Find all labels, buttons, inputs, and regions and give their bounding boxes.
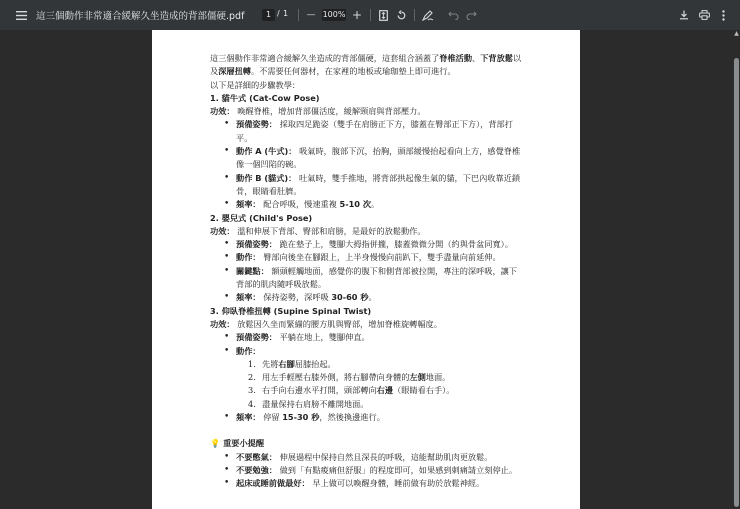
item-label: 動作 B (貓式)： xyxy=(236,172,297,183)
list-item xyxy=(210,331,560,344)
intro-paragraph xyxy=(210,52,560,65)
tips-list xyxy=(210,451,560,491)
step-bold: 右腳 xyxy=(278,358,295,369)
section-3-list xyxy=(210,331,560,424)
page-separator: / xyxy=(277,9,280,18)
scrollbar-thumb[interactable] xyxy=(734,58,739,507)
zoom-out-button[interactable] xyxy=(300,4,322,26)
undo-icon xyxy=(448,11,459,20)
item-text: ，然後換邊進行。 xyxy=(319,412,385,423)
step-text: 先將 xyxy=(262,358,279,369)
list-item xyxy=(210,451,560,464)
section-1-list xyxy=(210,118,560,211)
list-item xyxy=(210,464,560,477)
step-text: 盡量保持右肩膀不離開地面。 xyxy=(262,398,369,409)
list-item xyxy=(210,345,560,358)
item-text: 臀部向後坐在腳跟上，上半身慢慢向前趴下，雙手盡量向前延伸。 xyxy=(263,252,501,263)
page-number-input[interactable]: 1 xyxy=(262,9,275,21)
step-number: 1. xyxy=(248,358,256,369)
section-2-title: 2. 嬰兒式 (Child's Pose) xyxy=(210,212,313,223)
step-number: 4. xyxy=(248,398,256,409)
item-text: 保持姿勢，深呼吸 xyxy=(263,292,329,303)
annotate-button[interactable] xyxy=(417,4,439,26)
intro-text: 。不需要任何器材，在家裡的地板或瑜珈墊上即可進行。 xyxy=(250,66,456,77)
rotate-button[interactable] xyxy=(390,4,412,26)
intro-text: 、 xyxy=(472,53,481,63)
step-bold: 左側 xyxy=(409,372,426,383)
redo-icon xyxy=(466,11,477,20)
item-label: 動作： xyxy=(236,345,261,356)
section-3-title: 3. 仰臥脊椎扭轉 (Supine Spinal Twist) xyxy=(210,305,372,316)
numbered-step xyxy=(210,371,560,384)
intro-paragraph-line2 xyxy=(210,65,560,78)
effect-label: 功效： xyxy=(210,318,235,329)
scroll-up-arrow-icon[interactable]: ▲ xyxy=(734,30,739,37)
intro-bold: 下背放鬆 xyxy=(480,53,513,63)
item-label: 關鍵點： xyxy=(236,265,269,276)
item-label: 預備姿勢： xyxy=(236,332,277,343)
item-text: 背部的肌肉隨呼吸放鬆。 xyxy=(236,279,327,290)
item-label: 動作 A (牛式)： xyxy=(236,146,297,157)
minus-icon: — xyxy=(306,10,316,20)
toolbar-divider xyxy=(298,9,299,21)
item-label: 不要憋氣： xyxy=(236,451,277,462)
item-label: 頻率： xyxy=(236,412,261,423)
intro-text: 及 xyxy=(210,66,219,77)
page-total: 1 xyxy=(283,9,289,18)
step-text: （眼睛看右手）。 xyxy=(393,385,455,396)
item-text: 。 xyxy=(371,199,380,210)
document-title: 這三個動作非常適合緩解久坐造成的背部僵硬.pdf xyxy=(36,11,245,22)
effect-text: 喚醒脊椎，增加背部僵活度，緩解頸肩與背部壓力。 xyxy=(237,106,426,117)
item-label: 不要勉強： xyxy=(236,464,277,475)
zoom-level-input[interactable]: 100% xyxy=(322,10,346,19)
item-text: 平。 xyxy=(236,132,253,143)
item-label: 預備姿勢： xyxy=(236,239,277,250)
intro-text: 這三個動作非常適合緩解久坐造成的背部僵硬，這套組合涵蓋了 xyxy=(210,53,440,63)
tips-heading xyxy=(210,437,560,450)
section-3-effect xyxy=(210,318,560,331)
section-1-title: 1. 貓牛式 (Cat-Cow Pose) xyxy=(210,92,320,103)
item-text: 停留 xyxy=(263,412,280,423)
effect-text: 溫和伸展下背部、臀部和肩膀，是最好的放鬆動作。 xyxy=(237,225,426,236)
intro-text: 以 xyxy=(513,53,522,63)
list-item xyxy=(210,198,560,211)
section-1-effect xyxy=(210,105,560,118)
list-item xyxy=(210,118,560,145)
menu-icon[interactable] xyxy=(10,4,32,26)
tips-title: 重要小提醒 xyxy=(223,438,265,449)
item-text: 伸展過程中保持自然且深長的呼吸，這能幫助肌肉更放鬆。 xyxy=(279,451,493,462)
item-text: 吐氣時，雙手推地，將背部拱起像生氣的貓，下巴內收靠近鎖 xyxy=(298,172,521,183)
step-bold: 右邊 xyxy=(376,385,394,396)
intro-bold: 脊椎活動 xyxy=(439,53,473,63)
pdf-page xyxy=(152,30,580,509)
pdf-toolbar xyxy=(0,0,740,30)
intro-bold: 深層扭轉 xyxy=(218,66,251,77)
download-icon xyxy=(679,10,689,20)
section-2-effect xyxy=(210,225,560,238)
plus-icon: + xyxy=(351,8,363,22)
intro-steps-heading: 以下是詳細的步驟教學： xyxy=(210,79,301,90)
list-item xyxy=(210,291,560,304)
step-text: 屈膝抬起。 xyxy=(294,358,336,369)
step-text: 地面。 xyxy=(425,372,451,383)
more-vert-icon xyxy=(722,10,725,21)
rotate-icon xyxy=(396,10,407,21)
item-text: 平躺在地上，雙腳伸直。 xyxy=(279,332,370,343)
redo-button[interactable] xyxy=(460,4,482,26)
toolbar-divider xyxy=(370,9,371,21)
more-options-button[interactable] xyxy=(712,4,734,26)
list-item xyxy=(210,477,560,490)
item-bold: 30-60 秒 xyxy=(331,292,369,303)
step-text: 用左手輕壓右膝外側，將右腳帶向身體的 xyxy=(262,372,410,383)
item-label: 起床或睡前做最好： xyxy=(236,478,310,489)
list-item xyxy=(210,411,560,424)
page-content xyxy=(210,52,560,491)
list-item xyxy=(210,172,560,199)
item-label: 預備姿勢： xyxy=(236,119,277,130)
list-item xyxy=(210,145,560,172)
item-label: 動作： xyxy=(236,252,261,263)
numbered-step xyxy=(210,384,560,397)
item-text: 。 xyxy=(368,292,377,303)
item-text: 早上做可以喚醒身體，睡前做有助於放鬆神經。 xyxy=(312,478,485,489)
list-item xyxy=(210,251,560,264)
step-number: 3. xyxy=(248,385,256,396)
item-text: 跪在墊子上，雙腳大拇指併攏，膝蓋微微分開（約與骨盆同寬）。 xyxy=(279,239,513,250)
section-2-list xyxy=(210,238,560,304)
fit-page-icon xyxy=(379,10,388,21)
step-text: 右手向右邊水平打開，頭部轉向 xyxy=(262,385,377,396)
item-text: 像一個凹陷的碗。 xyxy=(236,159,302,170)
item-text: 做到「有點痠痛但舒服」的程度即可，如果感到刺痛請立刻停止。 xyxy=(279,464,518,475)
effect-label: 功效： xyxy=(210,106,235,117)
item-text: 配合呼吸，慢速重複 xyxy=(263,199,337,210)
item-bold: 5-10 次 xyxy=(339,199,372,210)
numbered-step xyxy=(210,398,560,411)
effect-label: 功效： xyxy=(210,225,235,236)
toolbar-divider xyxy=(414,9,415,21)
download-button[interactable] xyxy=(673,4,695,26)
effect-text: 放鬆因久坐而緊繃的腰方肌與臀部，增加脊椎旋轉幅度。 xyxy=(237,318,442,329)
item-bold: 15-30 秒 xyxy=(282,412,320,423)
lightbulb-icon: 💡 xyxy=(210,438,221,449)
item-text: 採取四足跪姿（雙手在肩膀正下方，膝蓋在臀部正下方），背部打 xyxy=(279,119,513,130)
pen-icon xyxy=(422,10,434,21)
item-label: 頻率： xyxy=(236,199,261,210)
zoom-in-button[interactable] xyxy=(346,4,368,26)
printer-icon xyxy=(699,10,710,20)
item-text: 骨，眼睛看肚臍。 xyxy=(236,185,302,196)
item-text: 吸氣時，腹部下沉，抬胸，頭部緩慢抬起看向上方，感覺脊椎 xyxy=(299,146,521,157)
step-number: 2. xyxy=(248,372,256,383)
list-item xyxy=(210,265,560,292)
item-label: 頻率： xyxy=(236,292,261,303)
numbered-step xyxy=(210,358,560,371)
list-item xyxy=(210,238,560,251)
item-text: 額頭輕觸地面，感覺你的腹下和側背部被拉開，專注的深呼吸，讓下 xyxy=(271,265,518,276)
